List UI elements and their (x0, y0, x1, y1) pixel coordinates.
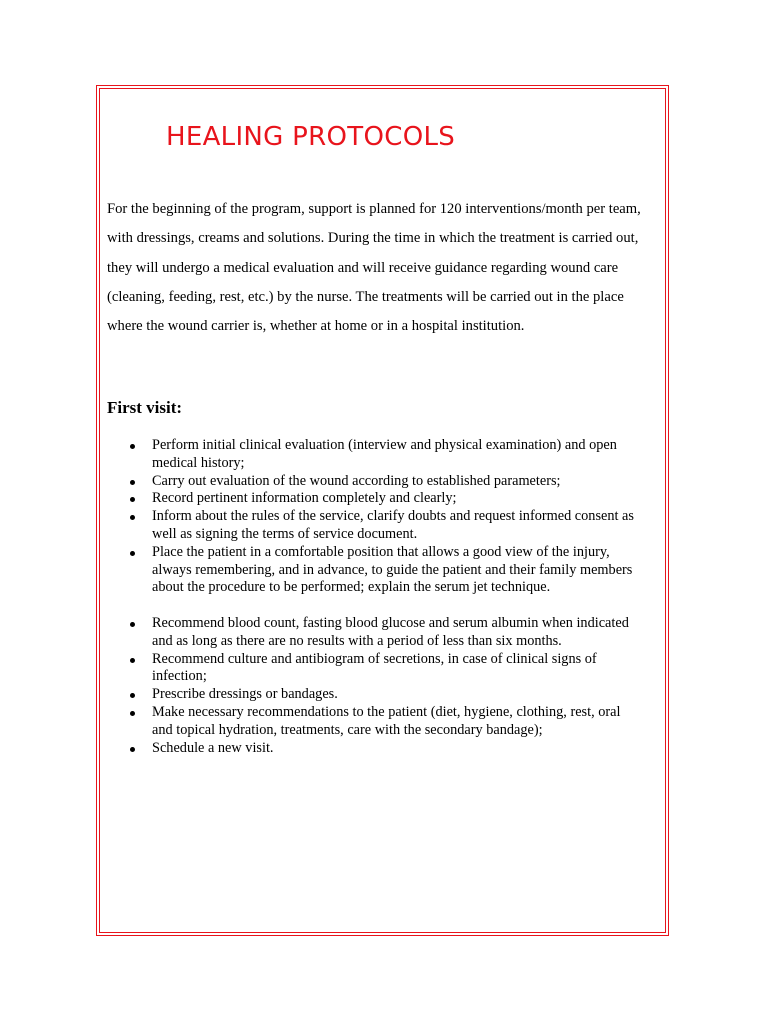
bullet-icon (130, 444, 135, 449)
intro-line: they will undergo a medical evaluation and will receive guidance regarding wound care (107, 259, 619, 276)
intro-line: where the wound carrier is, whether at home or in a hospital institution. (107, 318, 525, 335)
list-item-text: Inform about the rules of the service, clarify doubts and request informed consent as (152, 508, 634, 525)
list-item-text: medical history; (152, 454, 245, 471)
first-visit-heading: First visit: (107, 398, 183, 417)
list-item (107, 508, 662, 544)
intro-line: (cleaning, feeding, rest, etc.) by the nurse. The treatments will be carried out in the place (107, 288, 624, 305)
bullet-icon (130, 480, 135, 485)
bullet-icon (130, 515, 135, 520)
list-item-text: Carry out evaluation of the wound according to established parameters; (152, 472, 561, 489)
list-item (107, 651, 662, 687)
first-visit-list (107, 437, 662, 757)
bullet-icon (130, 693, 135, 698)
bullet-icon (130, 551, 135, 556)
list-item (107, 473, 662, 491)
list-item-text: about the procedure to be performed; explain the serum jet technique. (152, 579, 551, 596)
list-item-text: always remembering, and in advance, to guide the patient and their family members (152, 561, 633, 578)
list-item-text: Perform initial clinical evaluation (interview and physical examination) and open (152, 437, 617, 453)
list-item-text: Record pertinent information completely and clearly; (152, 490, 457, 507)
list-item-text: Schedule a new visit. (152, 739, 274, 756)
list-item-text: Place the patient in a comfortable position that allows a good view of the injury, (152, 543, 610, 560)
page-title: HEALING PROTOCOLS (166, 122, 456, 152)
list-item (107, 490, 662, 508)
bullet-icon (130, 747, 135, 752)
list-item-text: and topical hydration, treatments, care with the secondary bandage); (152, 721, 543, 738)
list-item-text: Make necessary recommendations to the patient (diet, hygiene, clothing, rest, oral (152, 703, 621, 720)
bullet-icon (130, 658, 135, 663)
bullet-icon (130, 711, 135, 716)
list-item-text: Recommend culture and antibiogram of secretions, in case of clinical signs of (152, 650, 597, 667)
intro-line: For the beginning of the program, support is planned for 120 interventions/month per team, (107, 201, 641, 217)
list-item-text: and as long as there are no results with a period of less than six months. (152, 632, 562, 649)
intro-line: with dressings, creams and solutions. During the time in which the treatment is carried out, (107, 230, 639, 247)
bullet-icon (130, 497, 135, 502)
list-item (107, 704, 662, 740)
list-item-text: Prescribe dressings or bandages. (152, 686, 338, 703)
list-item-text: well as signing the terms of service document. (152, 525, 418, 542)
list-item (107, 740, 662, 758)
list-item (107, 686, 662, 704)
bullet-icon (130, 622, 135, 627)
list-item (107, 615, 662, 651)
list-item-text: infection; (152, 668, 207, 685)
list-item (107, 544, 662, 597)
intro-paragraph (107, 195, 660, 341)
list-item-text: Recommend blood count, fasting blood glucose and serum albumin when indicated (152, 614, 629, 631)
list-item (107, 437, 662, 473)
